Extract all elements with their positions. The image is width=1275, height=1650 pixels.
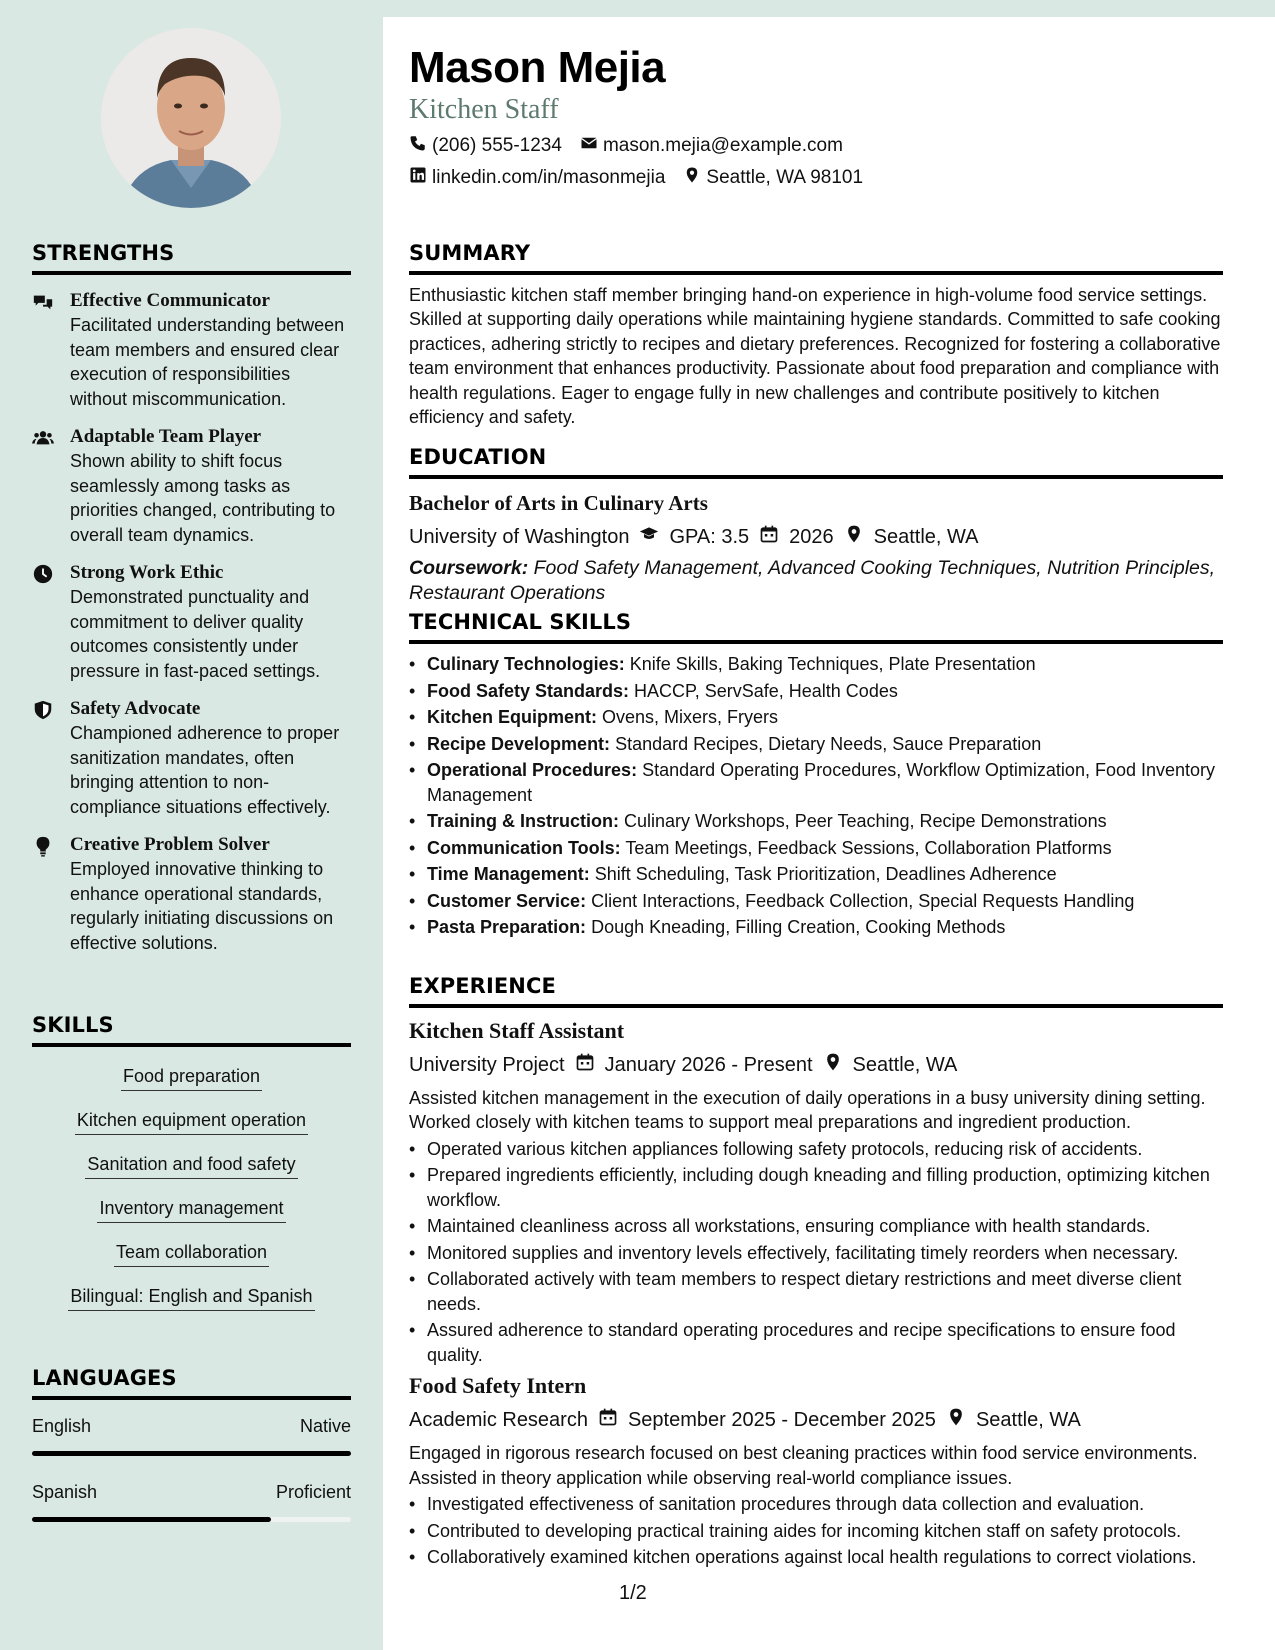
skill-category: Communication Tools: (427, 837, 621, 858)
strength-desc: Demonstrated punctuality and commitment to deliver quality outcomes consistently under pressure in fast-paced settings. (70, 587, 321, 681)
linkedin-item[interactable] (409, 166, 665, 190)
job-meta (409, 1407, 1223, 1433)
technical-skill-item (409, 862, 1223, 887)
location-pin-icon (844, 524, 864, 550)
job-dates: January 2026 - Present (604, 1053, 813, 1076)
shield-icon (32, 699, 54, 721)
strength-item (32, 833, 351, 955)
sidebar (0, 0, 383, 1650)
calendar-icon (598, 1407, 618, 1433)
phone-icon (409, 134, 427, 158)
experience-section (409, 974, 1223, 1572)
job-description: Engaged in rigorous research focused on best cleaning practices within food service environments. Assisted in theory application while observing real-world compliance issues. (409, 1443, 1198, 1488)
strength-item (32, 561, 351, 683)
skill-tag: Kitchen equipment operation (75, 1107, 308, 1135)
job-entry (409, 1373, 1223, 1569)
language-level-fill (32, 1451, 351, 1456)
job-bullet: • Investigated effectiveness of sanitation procedures through data collection and evaluation. (409, 1492, 1223, 1517)
technical-skill-item (409, 889, 1223, 914)
skill-values: Standard Recipes, Dietary Needs, Sauce Preparation (615, 733, 1042, 754)
job-bullet: • Operated various kitchen appliances following safety protocols, reducing risk of accidents. (409, 1137, 1223, 1162)
job-bullet: • Contributed to developing practical training aides for incoming kitchen staff on safety protocols. (409, 1519, 1223, 1544)
job-title: Food Safety Intern (409, 1373, 587, 1399)
skill-values: Client Interactions, Feedback Collection, Special Requests Handling (591, 890, 1135, 911)
contact-row-1 (409, 134, 843, 158)
skill-values: Knife Skills, Baking Techniques, Plate Presentation (629, 654, 1036, 674)
education-section (409, 445, 1223, 606)
profile-photo (101, 28, 281, 208)
skill-tag: Sanitation and food safety (85, 1151, 297, 1179)
technical-skill-item (409, 679, 1223, 704)
graduation-year: 2026 (789, 525, 834, 548)
strength-desc: Employed innovative thinking to enhance operational standards, regularly initiating discussions on effective solutions. (70, 859, 334, 953)
technical-skills-list (409, 652, 1223, 940)
skills-list (32, 1047, 351, 1327)
technical-skills-section (409, 610, 1223, 942)
skill-category: Food Safety Standards: (427, 680, 630, 701)
degree-title: Bachelor of Arts in Culinary Arts (409, 491, 708, 515)
technical-skill-item (409, 652, 1223, 677)
strengths-title: STRENGTHS (32, 241, 351, 275)
coursework-label: Coursework: (409, 557, 529, 579)
phone-item (409, 134, 562, 158)
skill-values: HACCP, ServSafe, Health Codes (634, 680, 898, 701)
skill-values: Shift Scheduling, Task Prioritization, Deadlines Adherence (594, 864, 1057, 884)
skill-category: Pasta Preparation: (427, 917, 587, 937)
skill-category: Time Management: (427, 864, 590, 884)
education-location: Seattle, WA (873, 525, 979, 548)
technical-skills-title: TECHNICAL SKILLS (409, 610, 1223, 644)
candidate-role: Kitchen Staff (409, 94, 559, 125)
strength-desc: Shown ability to shift focus seamlessly among tasks as priorities changed, contributing to overall team dynamics. (70, 451, 336, 545)
skill-category: Kitchen Equipment: (427, 707, 597, 727)
location-pin-icon (823, 1052, 843, 1078)
education-title: EDUCATION (409, 445, 1223, 479)
job-dates: September 2025 - December 2025 (627, 1408, 936, 1431)
email-item[interactable] (580, 134, 843, 158)
language-name: Spanish (32, 1482, 98, 1502)
job-meta (409, 1052, 1223, 1078)
contact-row-2 (409, 166, 863, 190)
location-pin-icon (683, 166, 701, 190)
job-location: Seattle, WA (852, 1053, 958, 1076)
linkedin-url: linkedin.com/in/masonmejia (432, 167, 666, 188)
skill-category: Training & Instruction: (427, 811, 619, 831)
strength-title: Effective Communicator (70, 290, 270, 311)
strength-title: Adaptable Team Player (70, 426, 262, 447)
clock-icon (32, 563, 54, 585)
skill-category: Culinary Technologies: (427, 654, 625, 674)
summary-text: Enthusiastic kitchen staff member bringing hand-on experience in high-volume food service settings. Skilled at supporting daily operations while maintaining hygiene standards. Committed to safe cooking practices, adhering strictly to recipes and dietary preferences. Recognized for fostering a collaborative team environment that enhances productivity. Passionate about food preparation and compliance with health regulations. Eager to engage fully in new challenges and contribute positively to kitchen efficiency and safety. (409, 285, 1221, 428)
skill-values: Ovens, Mixers, Fryers (602, 707, 779, 727)
skill-tag: Bilingual: English and Spanish (68, 1283, 314, 1311)
skill-values: Culinary Workshops, Peer Teaching, Recipe Demonstrations (624, 811, 1107, 831)
page-number: 1/2 (619, 1582, 647, 1604)
linkedin-icon (409, 166, 427, 190)
skill-tag: Food preparation (121, 1063, 262, 1091)
skill-tag: Team collaboration (114, 1239, 269, 1267)
skill-category: Customer Service: (427, 890, 587, 911)
skill-tag: Inventory management (97, 1195, 285, 1223)
technical-skill-item (409, 705, 1223, 730)
strength-item (32, 697, 351, 819)
strength-item (32, 289, 351, 411)
language-level-fill (32, 1517, 271, 1522)
summary-title: SUMMARY (409, 241, 1223, 275)
location-text: Seattle, WA 98101 (706, 167, 864, 188)
lightbulb-icon (32, 835, 54, 857)
languages-section (32, 1366, 351, 1522)
calendar-icon (575, 1052, 595, 1078)
strengths-section (32, 241, 351, 955)
job-bullet: • Collaborated actively with team members to respect dietary restrictions and meet diverse client needs. (409, 1267, 1223, 1316)
language-level: Native (299, 1416, 351, 1436)
phone-number: (206) 555-1234 (432, 135, 562, 156)
language-level-bar (32, 1517, 351, 1522)
technical-skill-item (409, 758, 1223, 807)
technical-skill-item (409, 732, 1223, 757)
email-icon (580, 134, 598, 158)
job-bullet: • Prepared ingredients efficiently, including dough kneading and filling production, optimizing kitchen workflow. (409, 1163, 1223, 1212)
technical-skill-item (409, 836, 1223, 861)
candidate-name: Mason Mejia (409, 43, 666, 92)
users-icon (32, 427, 54, 449)
strength-title: Safety Advocate (70, 698, 201, 719)
skill-category: Operational Procedures: (427, 760, 638, 780)
education-meta (409, 524, 1223, 550)
job-bullet: • Maintained cleanliness across all workstations, ensuring compliance with health standards. (409, 1214, 1223, 1239)
language-name: English (32, 1416, 92, 1436)
email-address: mason.mejia@example.com (602, 135, 843, 156)
comments-icon (32, 291, 54, 313)
technical-skill-item (409, 915, 1223, 940)
job-bullets (409, 1492, 1223, 1570)
job-title: Kitchen Staff Assistant (409, 1018, 625, 1043)
language-level-bar (32, 1451, 351, 1456)
experience-title: EXPERIENCE (409, 974, 1223, 1008)
summary-section (409, 241, 1223, 429)
language-item (32, 1416, 351, 1456)
languages-title: LANGUAGES (32, 1366, 351, 1400)
job-bullet: • Monitored supplies and inventory levels effectively, facilitating timely reorders when necessary. (409, 1241, 1223, 1266)
skill-values: Standard Operating Procedures, Workflow Optimization, Food Inventory Management (427, 760, 1216, 805)
strength-desc: Championed adherence to proper sanitization mandates, often bringing attention to non-compliance situations effectively. (70, 723, 340, 817)
strength-desc: Facilitated understanding between team members and ensured clear execution of responsibilities without miscommunication. (70, 315, 345, 409)
job-bullet: • Collaboratively examined kitchen operations against local health regulations to correct violations. (409, 1545, 1223, 1570)
coursework (409, 556, 1223, 606)
job-location: Seattle, WA (975, 1408, 1081, 1431)
strength-title: Strong Work Ethic (70, 562, 224, 583)
calendar-icon (759, 524, 779, 550)
skills-title: SKILLS (32, 1013, 351, 1047)
job-entry (409, 1018, 1223, 1367)
job-organization: Academic Research (409, 1408, 588, 1431)
technical-skill-item (409, 809, 1223, 834)
strength-title: Creative Problem Solver (70, 834, 270, 855)
coursework-list: Food Safety Management, Advanced Cooking Techniques, Nutrition Principles, Restaurant Operations (409, 557, 1216, 604)
language-item (32, 1482, 351, 1522)
language-level: Proficient (275, 1482, 351, 1502)
graduation-cap-icon (639, 524, 659, 550)
skill-values: Dough Kneading, Filling Creation, Cooking Methods (591, 917, 1006, 937)
skill-values: Team Meetings, Feedback Sessions, Collaboration Platforms (625, 837, 1112, 858)
job-bullets (409, 1137, 1223, 1368)
school-name: University of Washington (409, 525, 630, 548)
skills-section (32, 1013, 351, 1327)
main-content (383, 17, 1275, 1650)
skill-category: Recipe Development: (427, 733, 611, 754)
location-pin-icon (946, 1407, 966, 1433)
job-description: Assisted kitchen management in the execution of daily operations in a busy university dining setting. Worked closely with kitchen teams to support meal preparations and ingredient production. (409, 1088, 1206, 1133)
job-organization: University Project (409, 1053, 565, 1076)
gpa: GPA: 3.5 (669, 525, 750, 548)
location-item (683, 166, 863, 190)
strength-item (32, 425, 351, 547)
job-bullet: • Assured adherence to standard operating procedures and recipe specifications to ensure food quality. (409, 1318, 1223, 1367)
